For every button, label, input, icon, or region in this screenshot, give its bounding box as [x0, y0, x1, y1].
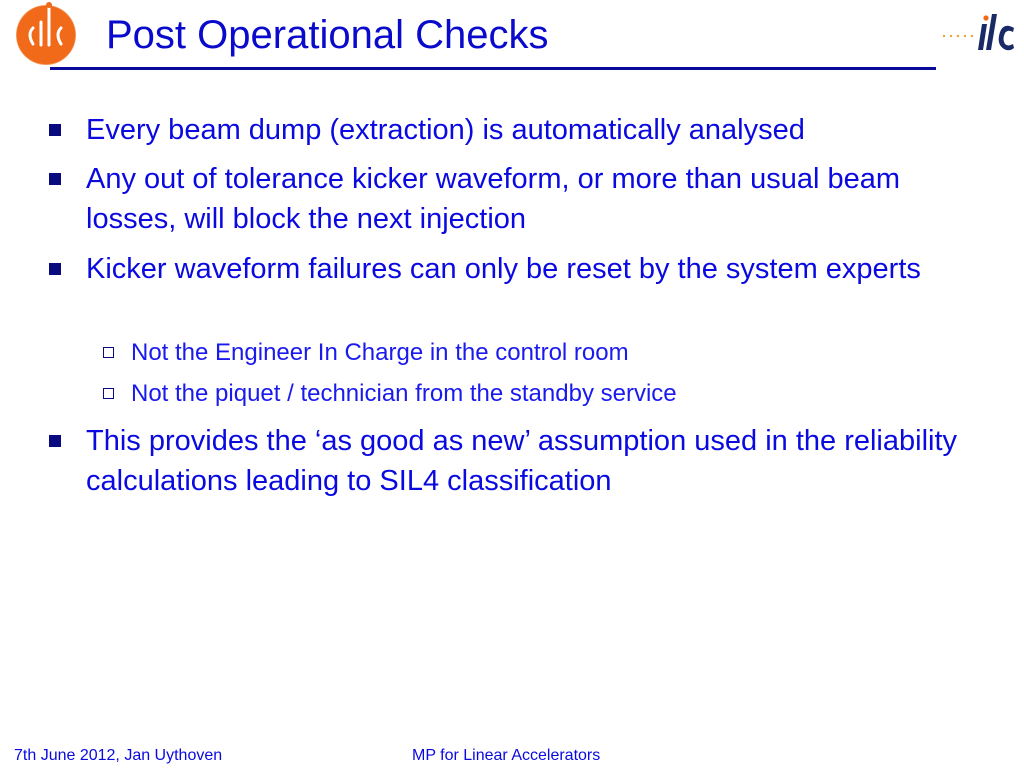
bullet-text: Every beam dump (extraction) is automatically analysed — [86, 114, 805, 146]
sub-bullet-text: Not the piquet / technician from the standby service — [131, 380, 677, 407]
bullet-item — [86, 421, 986, 501]
square-bullet-icon — [49, 124, 61, 136]
bullet-text: Kicker waveform failures can only be reset by the system experts — [86, 253, 921, 285]
page-title: Post Operational Checks — [106, 13, 549, 57]
bullet-item — [86, 249, 986, 289]
footer-presentation-title: MP for Linear Accelerators — [412, 747, 601, 764]
square-bullet-icon — [49, 435, 61, 447]
bullet-text: Any out of tolerance kicker waveform, or more than usual beam losses, will block the next injection — [86, 163, 900, 235]
sub-bullet-item — [131, 338, 931, 368]
hollow-square-bullet-icon — [103, 347, 114, 358]
bullet-text: This provides the ‘as good as new’ assumption used in the reliability calculations leading to SIL4 classification — [86, 425, 958, 497]
square-bullet-icon — [49, 263, 61, 275]
bullet-item — [86, 159, 986, 239]
sub-bullet-text: Not the Engineer In Charge in the control room — [131, 339, 629, 366]
bullet-item — [86, 110, 986, 150]
hollow-square-bullet-icon — [103, 388, 114, 399]
footer-date-author: 7th June 2012, Jan Uythoven — [14, 747, 223, 764]
sub-bullet-item — [131, 379, 931, 409]
square-bullet-icon — [49, 173, 61, 185]
